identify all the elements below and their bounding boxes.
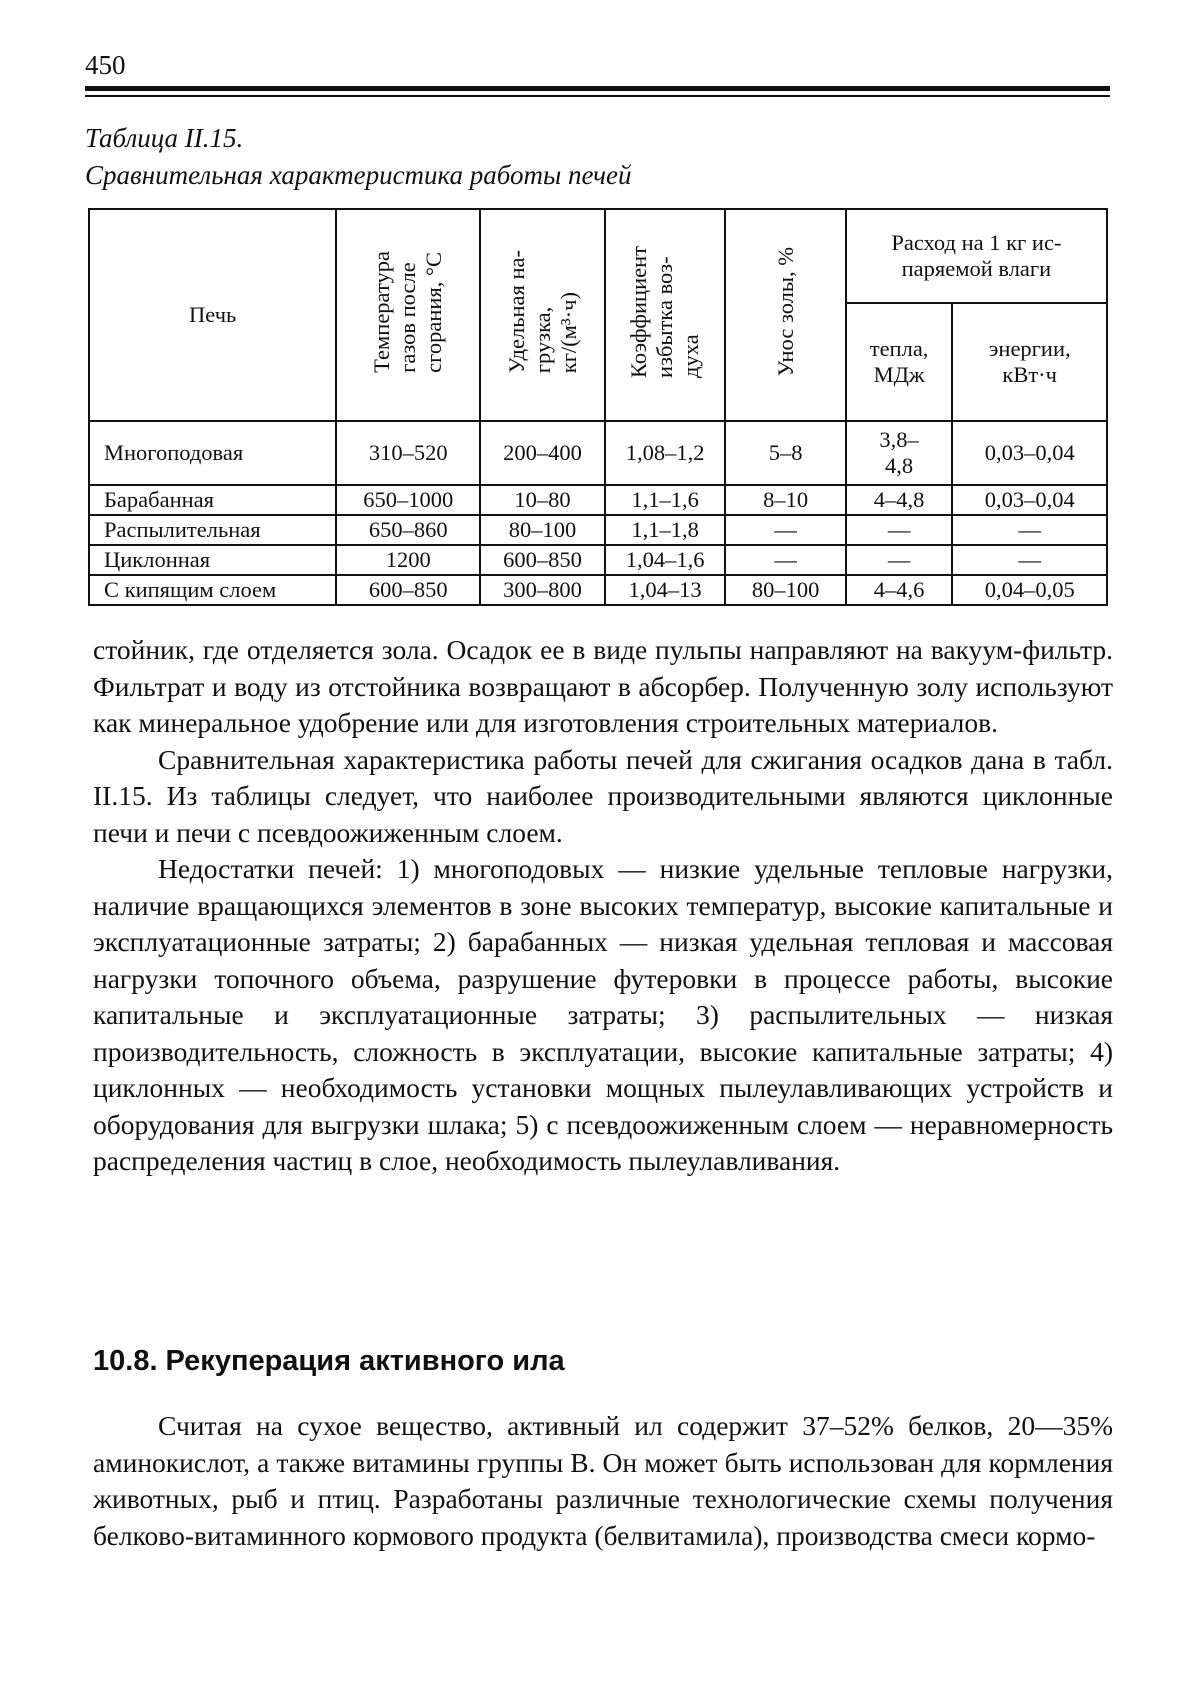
body-text-block-2 bbox=[93, 1408, 1113, 1554]
header-furnace: Печь bbox=[89, 209, 336, 421]
header-consumption-group: Расход на 1 кг ис- паряемой влаги bbox=[846, 209, 1107, 303]
table-row bbox=[89, 485, 1107, 515]
cell-energy: 0,03–0,04 bbox=[952, 421, 1107, 485]
body-text-block bbox=[93, 632, 1113, 1180]
cell-ash: 5–8 bbox=[725, 421, 845, 485]
cell-heat: — bbox=[846, 515, 953, 545]
cell-name: Распылительная bbox=[89, 515, 336, 545]
header-rule-thin bbox=[85, 95, 1110, 97]
cell-ash: — bbox=[725, 515, 845, 545]
cell-temp: 600–850 bbox=[336, 575, 480, 605]
table-row bbox=[89, 515, 1107, 545]
table-row bbox=[89, 421, 1107, 485]
paragraph-2: Сравнительная характеристика работы печей для сжигания осадков дана в табл. II.15. Из таблицы следует, что наиболее производительными являются циклонные печи и печи с псевдоожиженным слоем. bbox=[93, 743, 1113, 848]
cell-temp: 310–520 bbox=[336, 421, 480, 485]
cell-ash: — bbox=[725, 545, 845, 575]
cell-coef: 1,04–13 bbox=[605, 575, 725, 605]
cell-load: 600–850 bbox=[480, 545, 605, 575]
cell-name: С кипящим слоем bbox=[89, 575, 336, 605]
header-ash-carryover: Унос золы, % bbox=[725, 209, 845, 421]
cell-load: 200–400 bbox=[480, 421, 605, 485]
table-title: Сравнительная характеристика работы печей bbox=[85, 160, 632, 190]
cell-coef: 1,08–1,2 bbox=[605, 421, 725, 485]
cell-temp: 650–860 bbox=[336, 515, 480, 545]
cell-name: Многоподовая bbox=[89, 421, 336, 485]
table-row bbox=[89, 575, 1107, 605]
header-heat: тепла, МДж bbox=[846, 303, 953, 421]
header-rule-thick bbox=[85, 86, 1110, 91]
cell-name: Барабанная bbox=[89, 485, 336, 515]
cell-load: 300–800 bbox=[480, 575, 605, 605]
paragraph-3: Недостатки печей: 1) многоподовых — низкие удельные тепловые нагрузки, наличие вращающихся элементов в зоне высоких температур, высокие капитальные и эксплуатационные затраты; 2) барабанных — низкая удельная тепловая и массовая нагрузки топочного объема, разрушение футеровки в процессе работы, высокие капитальные и эксплуатационные затраты; 3) распылительных — низкая производительность, сложность в эксплуатации, высокие капитальные затраты; 4) циклонных — необходимость установки мощных пылеулавливающих устройств и оборудования для выгрузки шлака; 5) с псевдоожиженным слоем — неравномерность распределения частиц в слое, необходимость пылеулавливания. bbox=[93, 853, 1113, 1176]
header-excess-air: Коэффициент избытка воз- духа bbox=[605, 209, 725, 421]
cell-ash: 8–10 bbox=[725, 485, 845, 515]
paragraph-4: Считая на сухое вещество, активный ил содержит 37–52% белков, 20—35% аминокислот, а также витамины группы В. Он может быть использован для кормления животных, рыб и птиц. Разработаны различные технологические схемы получения белково-витаминного кормового продукта (белвитамила), производства смеси кормо- bbox=[93, 1410, 1113, 1551]
paragraph-1: стойник, где отделяется зола. Осадок ее в виде пульпы направляют на вакуум-фильтр. Фильтрат и воду из отстойника возвращают в абсорбер. Полученную золу используют как минеральное удобрение или для изготовления строительных материалов. bbox=[93, 634, 1113, 738]
cell-energy: 0,03–0,04 bbox=[952, 485, 1107, 515]
cell-heat: — bbox=[846, 545, 953, 575]
furnace-comparison-table bbox=[88, 208, 1108, 606]
cell-temp: 650–1000 bbox=[336, 485, 480, 515]
cell-energy: 0,04–0,05 bbox=[952, 575, 1107, 605]
cell-temp: 1200 bbox=[336, 545, 480, 575]
cell-energy: — bbox=[952, 515, 1107, 545]
header-energy: энергии, кВт·ч bbox=[952, 303, 1107, 421]
cell-heat: 4–4,6 bbox=[846, 575, 953, 605]
header-specific-load: Удельная на- грузка, кг/(м³·ч) bbox=[480, 209, 605, 421]
cell-name: Циклонная bbox=[89, 545, 336, 575]
cell-ash: 80–100 bbox=[725, 575, 845, 605]
cell-coef: 1,1–1,6 bbox=[605, 485, 725, 515]
section-heading: 10.8. Рекуперация активного ила bbox=[93, 1345, 565, 1377]
cell-coef: 1,1–1,8 bbox=[605, 515, 725, 545]
cell-load: 10–80 bbox=[480, 485, 605, 515]
cell-energy: — bbox=[952, 545, 1107, 575]
page-number: 450 bbox=[85, 50, 126, 80]
cell-heat: 4–4,8 bbox=[846, 485, 953, 515]
table-header-row bbox=[89, 209, 1107, 303]
cell-load: 80–100 bbox=[480, 515, 605, 545]
table-caption bbox=[85, 120, 632, 194]
table-label: Таблица II.15. bbox=[85, 123, 244, 153]
cell-coef: 1,04–1,6 bbox=[605, 545, 725, 575]
table-row bbox=[89, 545, 1107, 575]
header-gas-temp: Температура газов после сгорания, °С bbox=[336, 209, 480, 421]
cell-heat: 3,8– 4,8 bbox=[846, 421, 953, 485]
